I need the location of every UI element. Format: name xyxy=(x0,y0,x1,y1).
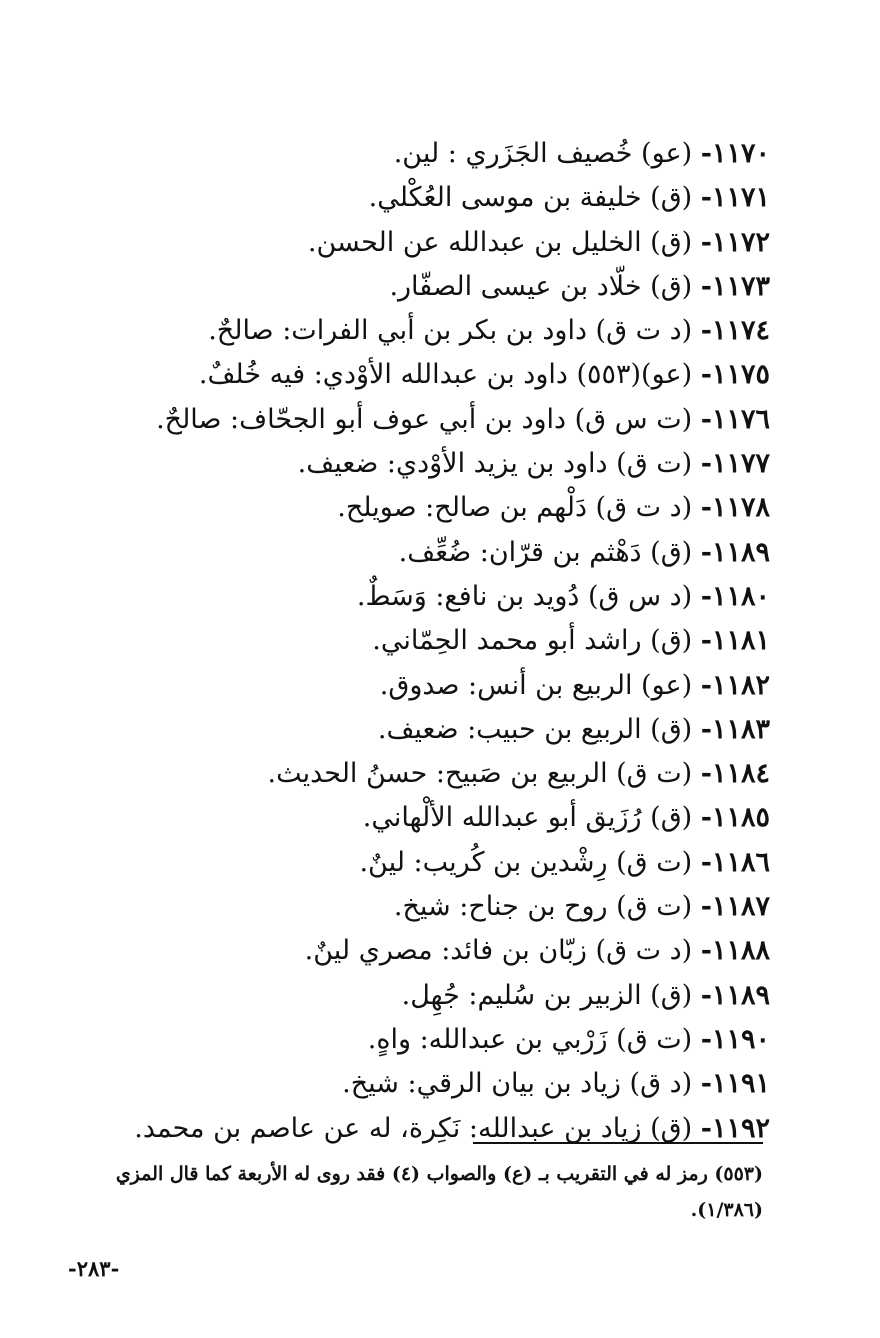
entry-number: ١١٧٠- xyxy=(700,138,770,169)
entry-number: ١١٨٢- xyxy=(700,669,770,701)
entry-text: (ق) دَهْثم بن قرّان: ضُعِّف. xyxy=(398,536,701,568)
narrator-entry xyxy=(90,664,770,708)
entry-text: (ت ق) زَرْبي بن عبدالله: واهٍ. xyxy=(367,1023,701,1055)
entry-text: (د ت ق) داود بن بكر بن أبي الفرات: صالحٌ. xyxy=(208,315,701,347)
entry-text: (ق) الزبير بن سُليم: جُهِل. xyxy=(401,979,701,1011)
narrator-entry xyxy=(90,398,770,442)
entry-text: (عو)(٥٥٣) داود بن عبدالله الأوْدي: فيه خُلفٌ. xyxy=(198,359,701,391)
entry-number: ١١٨١- xyxy=(700,625,770,657)
page-number: -٢٨٣- xyxy=(68,1256,120,1281)
entry-text: (ت ق) رِشْدين بن كُريب: لينٌ. xyxy=(359,846,701,878)
entry-number: ١١٨٥- xyxy=(700,802,770,834)
entry-number: ١١٧٥- xyxy=(700,359,770,391)
narrator-entry xyxy=(90,132,770,176)
narrator-entry xyxy=(90,974,770,1018)
entry-text: (ق) الخليل بن عبدالله عن الحسن. xyxy=(307,226,701,258)
entry-number: ١١٧٨- xyxy=(700,492,770,524)
narrator-entry xyxy=(90,442,770,486)
narrator-entry xyxy=(90,752,770,796)
entry-number: ١١٨٧- xyxy=(700,891,770,923)
entry-number: ١١٧٤- xyxy=(700,315,770,347)
narrator-entry xyxy=(90,486,770,530)
narrator-entry xyxy=(90,619,770,663)
entry-number: ١١٨٩- xyxy=(700,979,770,1011)
narrator-entry xyxy=(90,1062,770,1106)
entry-text: (ت س ق) داود بن أبي عوف أبو الجحّاف: صالحٌ. xyxy=(156,403,701,435)
entry-text: (ت ق) داود بن يزيد الأوْدي: ضعيف. xyxy=(297,448,701,480)
entry-text: (د س ق) دُويد بن نافع: وَسَطٌ. xyxy=(356,580,701,612)
entry-text: (د ق) زياد بن بيان الرقي: شيخ. xyxy=(342,1068,701,1100)
entry-number: ١١٧١- xyxy=(700,182,770,214)
entry-number: ١١٧٦- xyxy=(700,403,770,435)
footnote xyxy=(68,1156,763,1228)
narrator-entry xyxy=(90,1107,770,1151)
entry-number: ١١٨٠- xyxy=(700,580,770,612)
entry-text: (ق) خليفة بن موسى العُكْلي. xyxy=(368,182,701,214)
entry-number: ١١٨٨- xyxy=(700,935,770,967)
narrator-entry xyxy=(90,708,770,752)
entry-text: (عو) الربيع بن أنس: صدوق. xyxy=(379,669,701,701)
entry-number: ١١٧٢- xyxy=(700,226,770,258)
entry-number: ١١٨٣- xyxy=(700,713,770,745)
entry-number: ١١٩٢- xyxy=(700,1112,770,1144)
narrator-entry xyxy=(90,265,770,309)
footnote-line-2: (١/٣٨٦). xyxy=(690,1199,763,1221)
entry-number: ١١٧٧- xyxy=(700,448,770,480)
narrator-entry xyxy=(90,353,770,397)
entry-text: (ق) الربيع بن حبيب: ضعيف. xyxy=(377,713,701,745)
entry-number: ١١٧٣- xyxy=(700,270,770,302)
narrator-entry xyxy=(90,221,770,265)
entry-number: ١١٩١- xyxy=(700,1068,770,1100)
entry-number: ١١٨٦- xyxy=(700,846,770,878)
entry-text: (ت ق) روح بن جناح: شيخ. xyxy=(393,891,701,923)
entry-text: (ق) رُزَيق أبو عبدالله الألْهاني. xyxy=(362,802,701,834)
entry-text: (ق) زياد بن عبدالله: نَكِرة، له عن عاصم بن محمد. xyxy=(134,1112,701,1144)
footnote-separator xyxy=(473,1142,763,1144)
entry-text: (ت ق) الربيع بن صَبيح: حسنُ الحديث. xyxy=(267,758,701,790)
narrator-entry xyxy=(90,575,770,619)
entry-text: (د ت ق) دَلْهم بن صالح: صويلح. xyxy=(337,492,701,524)
narrator-entry xyxy=(90,176,770,220)
footnote-line-1: (٥٥٣) رمز له في التقريب بـ (ع) والصواب (٤) فقد روى له الأربعة كما قال المزي xyxy=(115,1163,763,1185)
entry-number: ١١٨٤- xyxy=(700,758,770,790)
narrator-entry xyxy=(90,796,770,840)
narrator-entry xyxy=(90,1018,770,1062)
entry-number: ١١٨٩- xyxy=(700,536,770,568)
entry-text: (عو) خُصيف الجَزَري : لين. xyxy=(393,138,701,169)
narrator-entry xyxy=(90,841,770,885)
entry-text: (ق) راشد أبو محمد الحِمّاني. xyxy=(372,625,701,657)
narrator-entry xyxy=(90,885,770,929)
narrator-entry-list xyxy=(90,132,770,1151)
narrator-entry xyxy=(90,531,770,575)
narrator-entry xyxy=(90,929,770,973)
entry-text: (د ت ق) زبّان بن فائد: مصري لينٌ. xyxy=(304,935,701,967)
entry-text: (ق) خلّاد بن عيسى الصفّار. xyxy=(389,270,701,302)
narrator-entry xyxy=(90,309,770,353)
entry-number: ١١٩٠- xyxy=(700,1023,770,1055)
